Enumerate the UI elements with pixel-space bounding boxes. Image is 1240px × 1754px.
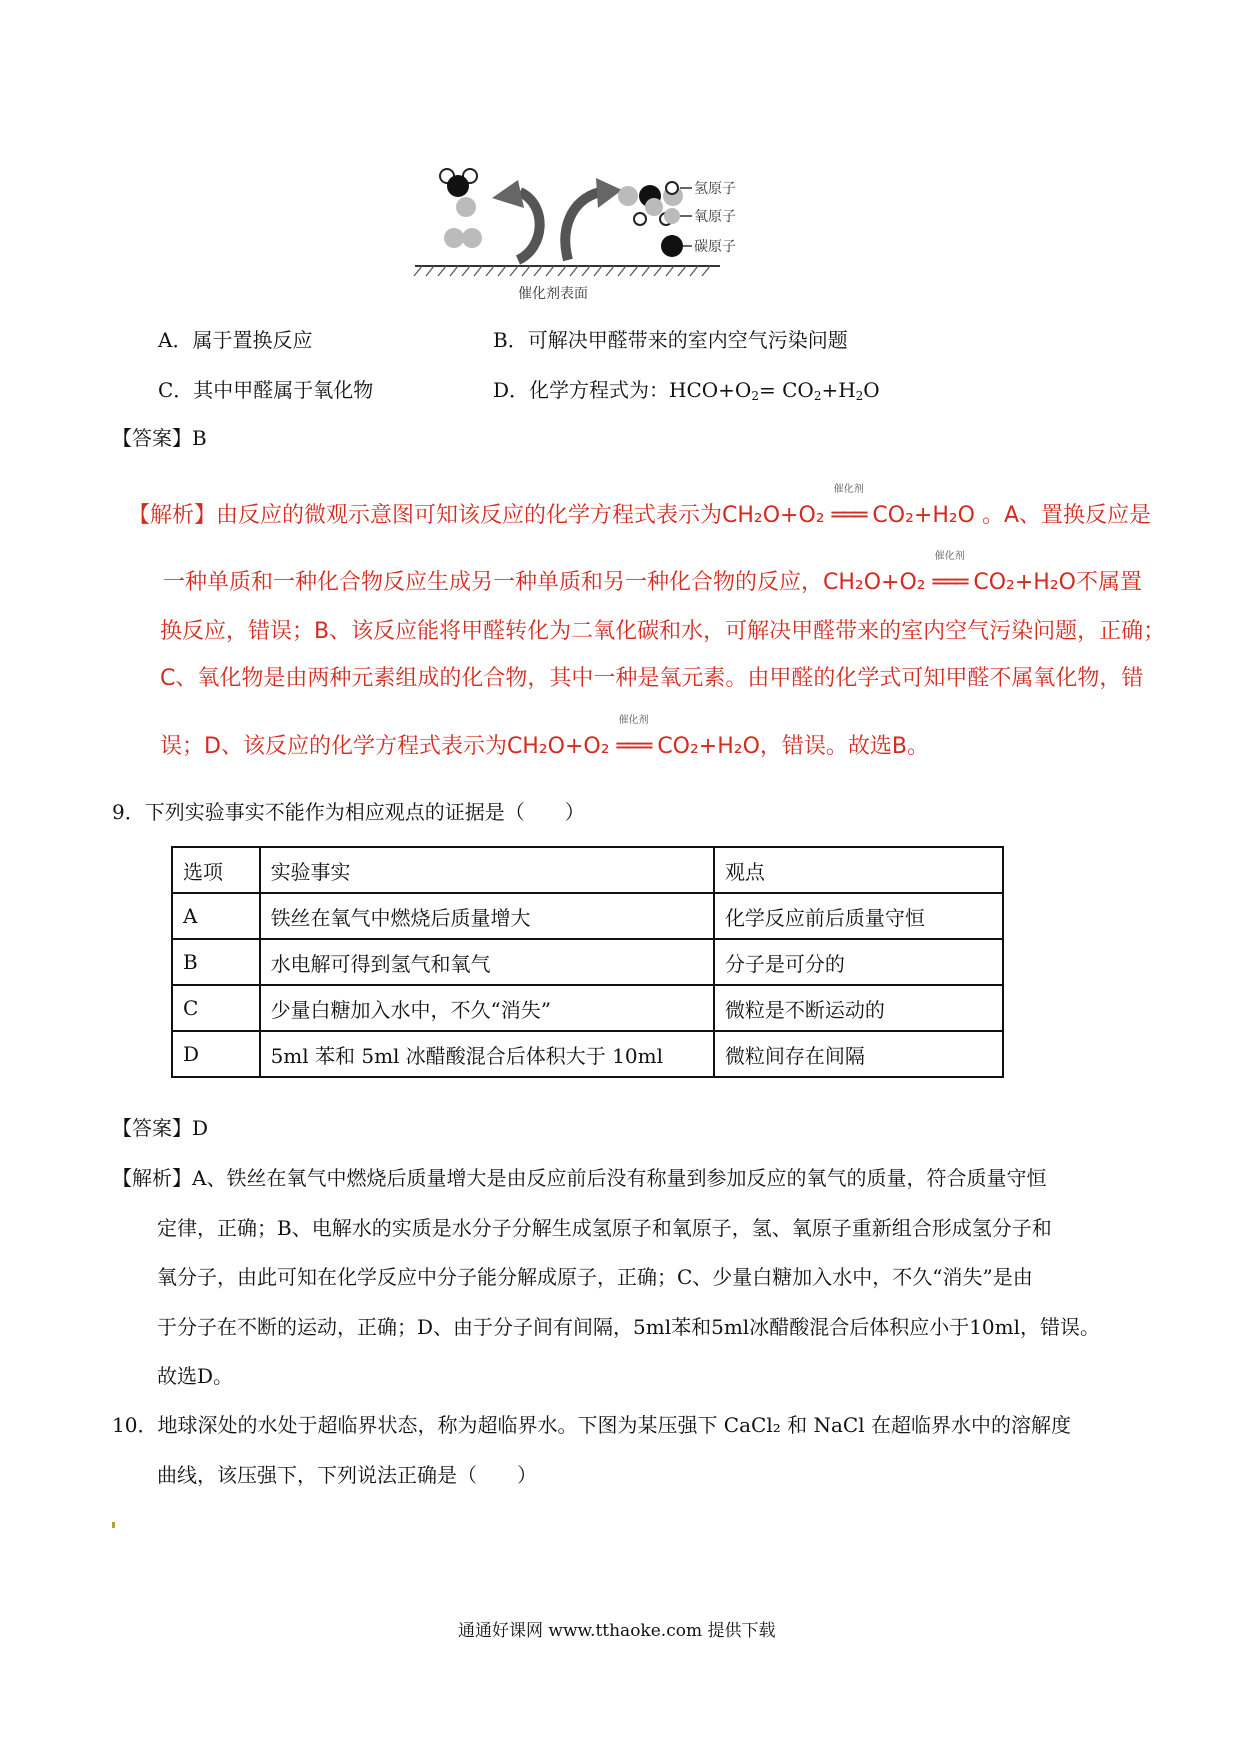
q8-option-d-sub3: 2 bbox=[855, 389, 864, 403]
formaldehyde-molecule bbox=[440, 169, 477, 217]
legend bbox=[661, 181, 736, 257]
reaction-diagram bbox=[400, 160, 860, 310]
eq-sign-3: ═══ bbox=[616, 734, 651, 759]
catalyst-surface-label: 催化剂表面 bbox=[518, 286, 588, 302]
table-cell-fact: 少量白糖加入水中，不久“消失” bbox=[260, 985, 714, 1031]
q9-table bbox=[171, 846, 1004, 1078]
table-cell-option: D bbox=[172, 1031, 260, 1077]
table-cell-viewpoint: 微粒间存在间隔 bbox=[714, 1031, 1003, 1077]
catalyst-eq-1 bbox=[831, 484, 866, 528]
legend-hydrogen-label: 氢原子 bbox=[694, 181, 736, 197]
catalyst-label-3: 催化剂 bbox=[618, 715, 649, 726]
legend-oxygen-label: 氧原子 bbox=[694, 209, 736, 225]
legend-hydrogen-symbol bbox=[666, 182, 678, 194]
q8-analysis-line-5 bbox=[160, 715, 930, 759]
q8-option-a: A．属于置换反应 bbox=[158, 328, 313, 352]
q8-option-d-sub2: 2 bbox=[813, 389, 822, 403]
q8-analysis-line-3: 换反应，错误；B、该反应能将甲醛转化为二氧化碳和水，可解决甲醛带来的室内空气污染问题，正确； bbox=[160, 619, 1166, 644]
eq-sign-2: ═══ bbox=[932, 570, 967, 595]
q10-stem-line-2: 曲线，该压强下，下列说法正确是（ ） bbox=[157, 1463, 537, 1487]
q9-analysis-label: 【解析】 bbox=[112, 1166, 192, 1190]
catalyst-eq-3 bbox=[616, 715, 651, 759]
q8-option-d-end: O bbox=[863, 378, 880, 402]
table-cell-fact: 铁丝在氧气中燃烧后质量增大 bbox=[260, 893, 714, 939]
q9-analysis-line-5: 故选D。 bbox=[157, 1364, 234, 1388]
legend-oxygen-symbol bbox=[664, 208, 680, 224]
table-row bbox=[172, 893, 1003, 939]
table-cell-viewpoint: 化学反应前后质量守恒 bbox=[714, 893, 1003, 939]
q8-analysis-tail-2: CO₂+H₂O不属置 bbox=[973, 570, 1142, 595]
table-header-row bbox=[172, 847, 1003, 893]
legend-carbon-symbol bbox=[661, 235, 683, 257]
eq-sign-1: ═══ bbox=[831, 503, 866, 528]
oxygen-molecule bbox=[444, 228, 482, 248]
table-cell-option: A bbox=[172, 893, 260, 939]
table-header-viewpoint: 观点 bbox=[714, 847, 1003, 893]
table-cell-option: C bbox=[172, 985, 260, 1031]
q10-stem-line-1: 10．地球深处的水处于超临界状态，称为超临界水。下图为某压强下 CaCl₂ 和 NaCl 在超临界水中的溶解度 bbox=[112, 1413, 1071, 1437]
q9-analysis-line-4: 于分子在不断的运动，正确；D、由于分子间有间隔，5ml苯和5ml冰醋酸混合后体积应小于10ml，错误。 bbox=[157, 1315, 1101, 1339]
q8-analysis-tail-1: CO₂+H₂O 。A、置换反应是 bbox=[872, 503, 1152, 528]
table-cell-fact: 水电解可得到氢气和氧气 bbox=[260, 939, 714, 985]
q8-analysis-line-4: C、氧化物是由两种元素组成的化合物，其中一种是氧元素。由甲醛的化学式可知甲醛不属氧化物，错 bbox=[160, 666, 1144, 691]
table-header-fact: 实验事实 bbox=[260, 847, 714, 893]
q9-analysis-text-1: A、铁丝在氧气中燃烧后质量增大是由反应前后没有称量到参加反应的氧气的质量，符合质量守恒 bbox=[192, 1166, 1047, 1190]
table-header-option: 选项 bbox=[172, 847, 260, 893]
q8-option-d bbox=[493, 380, 880, 402]
q8-analysis-text-5: 误；D、该反应的化学方程式表示为CH₂O+O₂ bbox=[160, 734, 610, 759]
q8-analysis-tail-5: CO₂+H₂O，错误。故选B。 bbox=[657, 734, 930, 759]
table-cell-fact: 5ml 苯和 5ml 冰醋酸混合后体积大于 10ml bbox=[260, 1031, 714, 1077]
table-cell-viewpoint: 微粒是不断运动的 bbox=[714, 985, 1003, 1031]
q8-analysis-text-2: 一种单质和一种化合物反应生成另一种单质和另一种化合物的反应，CH₂O+O₂ bbox=[163, 570, 926, 595]
legend-carbon-label: 碳原子 bbox=[694, 239, 736, 255]
q8-option-b: B．可解决甲醛带来的室内空气污染问题 bbox=[493, 328, 848, 352]
surface-hatching bbox=[414, 266, 710, 276]
q9-analysis-line-2: 定律，正确；B、电解水的实质是水分子分解生成氢原子和氧原子，氢、氧原子重新组合形成氢分子和 bbox=[157, 1216, 1052, 1240]
table-cell-option: B bbox=[172, 939, 260, 985]
footer-credit: 通通好课网 www.tthaoke.com 提供下载 bbox=[458, 1621, 776, 1641]
q8-option-d-prefix: D．化学方程式为：HCO+O bbox=[493, 378, 752, 402]
q8-option-c: C．其中甲醛属于氧化物 bbox=[158, 378, 374, 402]
q9-analysis-line-1 bbox=[112, 1168, 1046, 1188]
q9-stem: 9．下列实验事实不能作为相应观点的证据是（ ） bbox=[112, 800, 585, 824]
stray-mark bbox=[112, 1522, 115, 1528]
table-cell-viewpoint: 分子是可分的 bbox=[714, 939, 1003, 985]
q8-analysis-line-1 bbox=[128, 484, 1152, 528]
q8-option-d-eq: = CO bbox=[758, 378, 814, 402]
q8-answer: 【答案】B bbox=[112, 426, 207, 450]
q9-answer: 【答案】D bbox=[112, 1116, 209, 1140]
q8-analysis-line-2 bbox=[163, 551, 1142, 595]
table-row bbox=[172, 939, 1003, 985]
q8-option-d-sub1: 2 bbox=[751, 389, 759, 403]
table-row bbox=[172, 1031, 1003, 1077]
q8-option-d-tail: +H bbox=[821, 378, 856, 402]
catalyst-eq-2 bbox=[932, 551, 967, 595]
q8-analysis-label: 【解析】 bbox=[128, 503, 217, 528]
catalyst-label-2: 催化剂 bbox=[934, 551, 965, 562]
q8-analysis-text-1: 由反应的微观示意图可知该反应的化学方程式表示为CH₂O+O₂ bbox=[216, 503, 825, 528]
q9-analysis-line-3: 氧分子，由此可知在化学反应中分子能分解成原子，正确；C、少量白糖加入水中，不久“消失”是由 bbox=[157, 1265, 1033, 1289]
curved-arrow-right bbox=[565, 192, 600, 260]
catalyst-label-1: 催化剂 bbox=[833, 484, 864, 495]
table-row bbox=[172, 985, 1003, 1031]
